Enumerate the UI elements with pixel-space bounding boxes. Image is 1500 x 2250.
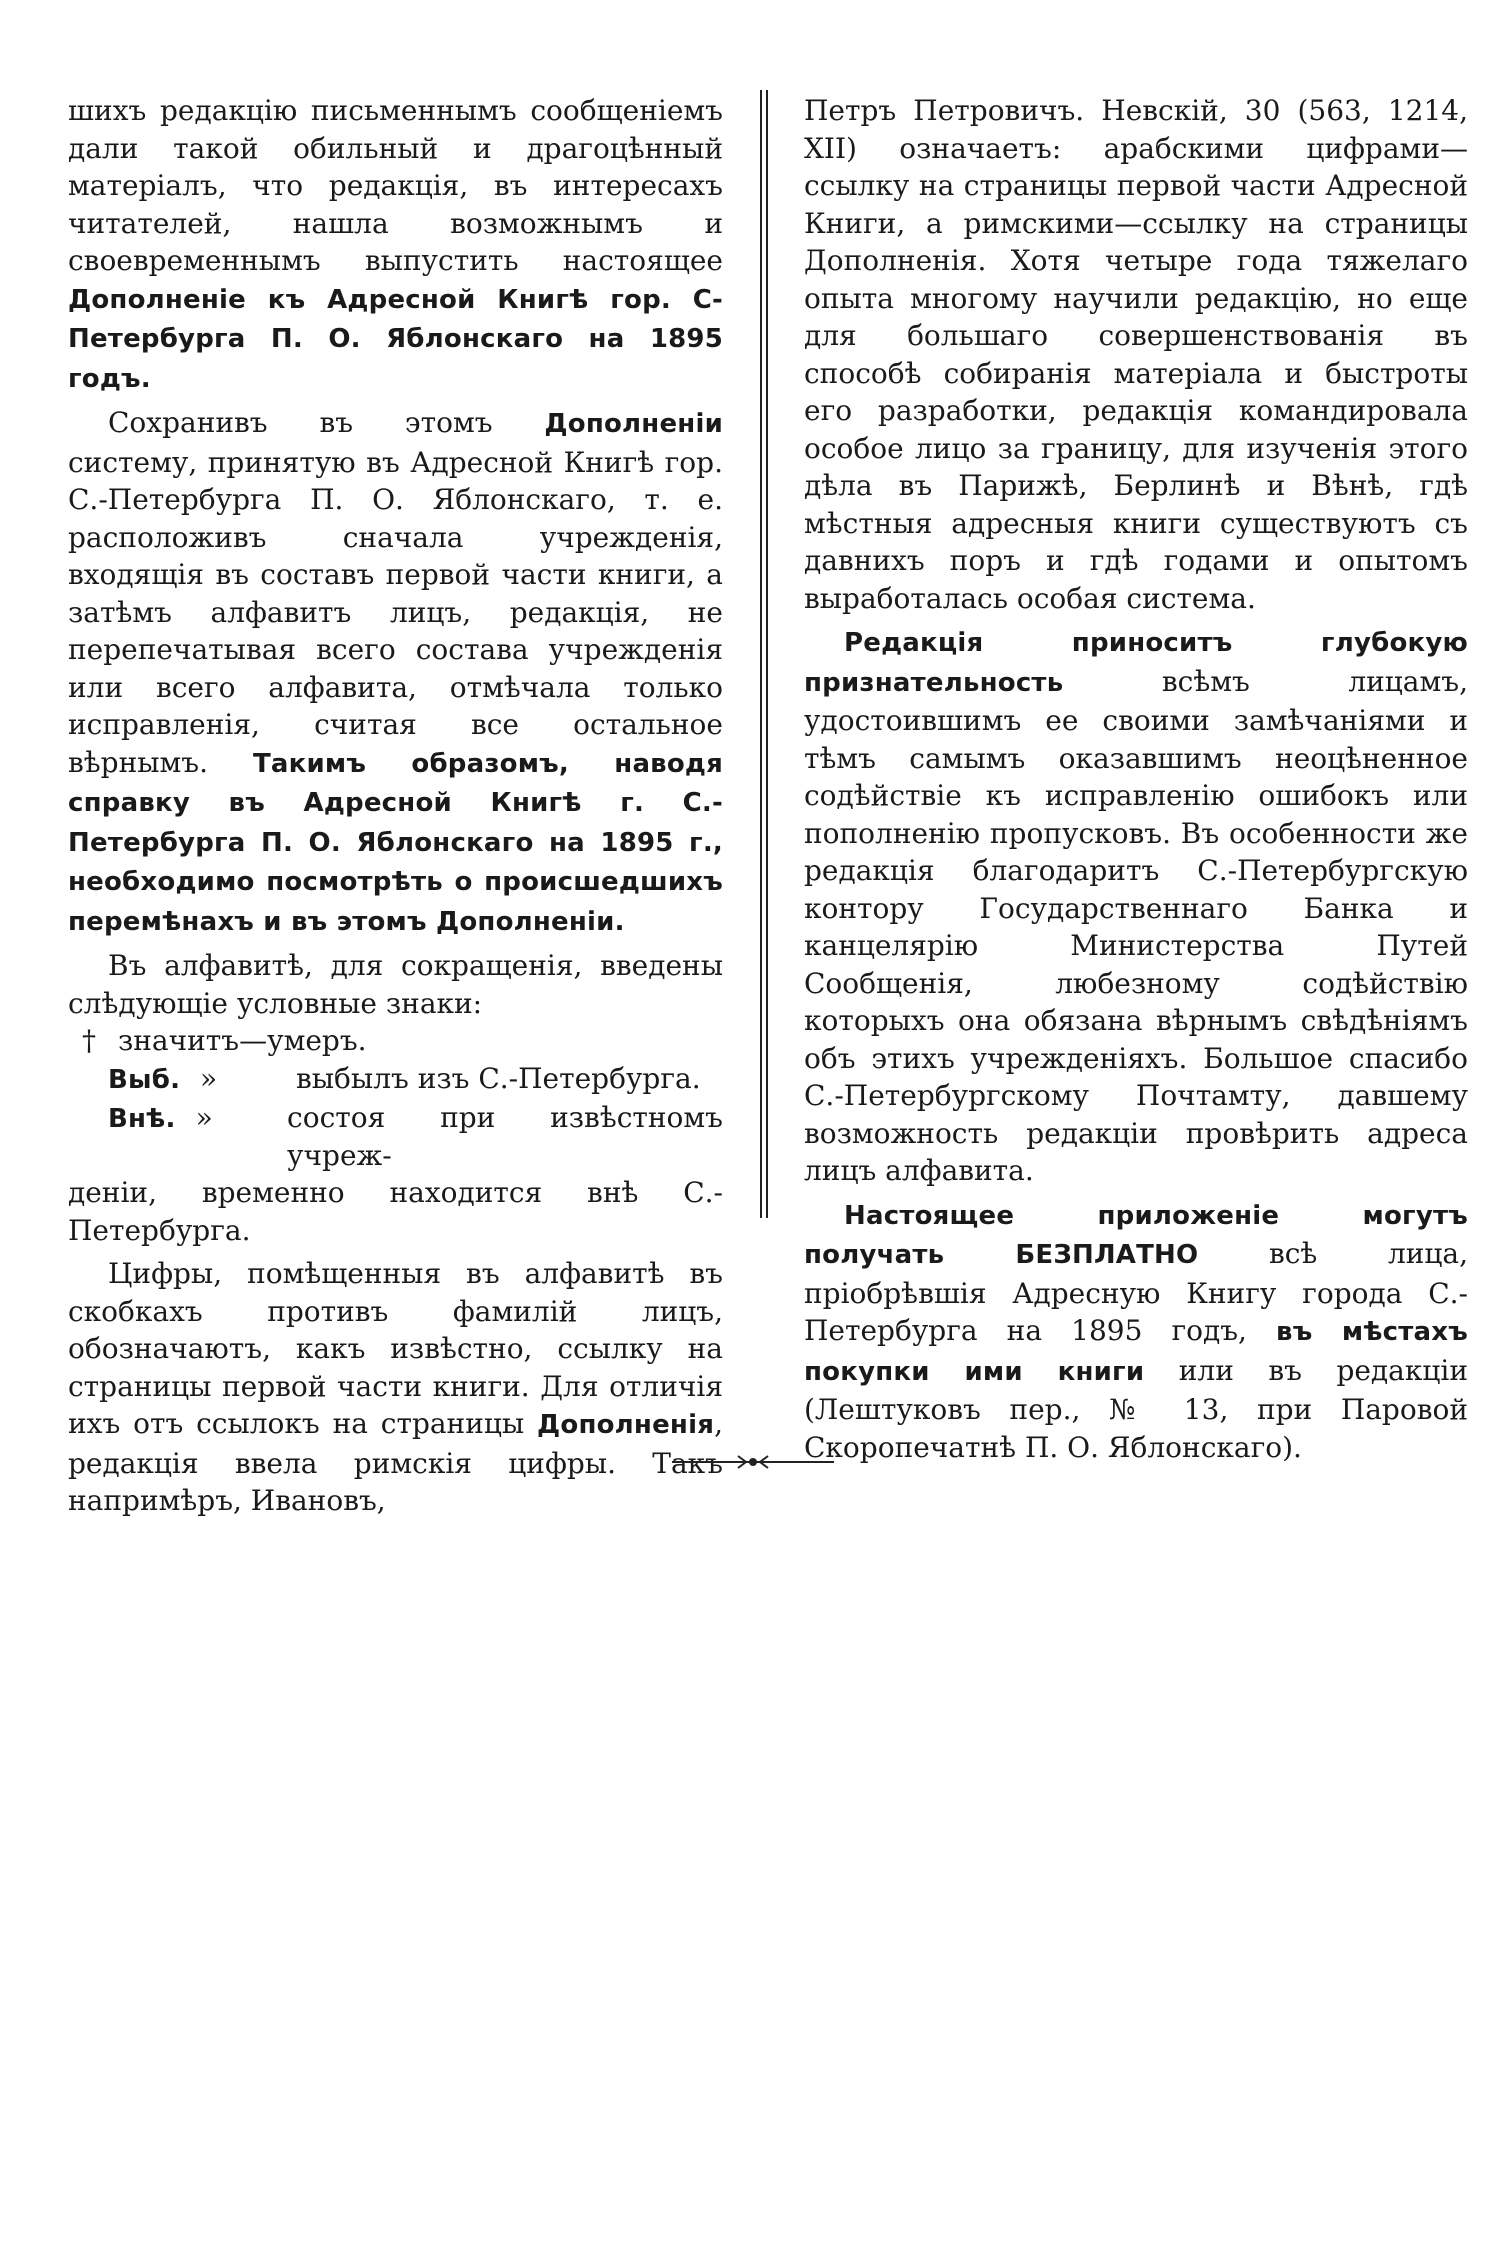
right-p2-bold: Редакція приноситъ глубокую признательность [804,628,1468,698]
dagger-symbol: † [82,1024,96,1057]
column-divider [760,90,768,1218]
left-p2-bold-a: Дополненіи [544,409,723,439]
left-p4-bold: Дополненія [537,1410,715,1440]
vyb-meaning: выбылъ изъ С.-Петербурга. [296,1061,701,1095]
left-paragraph-1 [68,92,723,398]
right-p3-bold-a: Настоящее приложеніе могутъ получать БЕЗПЛАТНО [804,1200,1468,1270]
left-p2-bold-b: Такимъ образомъ, наводя справку въ Адресной Книгѣ г. С.-Петербурга П. О. Яблонскаго на 1895 г., необходимо посмотрѣть о происшедшихъ перемѣнахъ и въ этомъ Дополненіи. [68,748,723,937]
left-p2-text-b: систему, принятую въ Адресной Книгѣ гор. С.-Петербурга П. О. Яблонскаго, т. е. расположивъ сначала учрежденія, входящія въ составъ первой части книги, а затѣмъ алфавитъ лицъ, редакція, не перепечатывая всего состава учрежденія или всего алфавита, отмѣчала только исправленія, считая все остальное вѣрнымъ. [68,445,723,779]
left-paragraph-3: Въ алфавитѣ, для сокращенія, введены слѣдующіе условные знаки: [68,949,723,1020]
right-paragraph-2 [804,623,1468,1190]
vne-ditto-mark: » [195,1101,213,1134]
right-p3-bold-b: въ мѣстахъ покупки ими книги [804,1317,1468,1387]
right-column [804,92,1468,1466]
right-p3-text-a: всѣ лица, пріобрѣвшія Адресную Книгу города С.-Петербурга на 1895 годъ, [804,1237,1469,1347]
right-paragraph-3 [804,1196,1468,1467]
left-p4-text-a: Цифры, помѣщенныя въ алфавитѣ въ скобкахъ противъ фамилій лицъ, обозначаютъ, какъ извѣстно, ссылку на страницы первой части книги. Для отличія ихъ отъ ссылокъ на страницы [68,1257,723,1440]
left-paragraph-4 [68,1255,723,1520]
ornament-icon [668,1450,838,1474]
left-p2-text-a: Сохранивъ въ этомъ [108,406,545,439]
left-paragraph-2 [68,404,723,941]
right-p3-text-b: или въ редакціи (Лештуковъ пер., № 13, при Паровой Скоропечатнѣ П. О. Яблонскаго). [804,1353,1468,1464]
symbol-row-dagger [82,1022,723,1060]
left-p1-bold: Дополненіе къ Адресной Книгѣ гор. С-Петербурга П. О. Яблонскаго на 1895 годъ. [68,284,723,394]
end-ornament [668,1450,838,1474]
vne-abbr: Внѣ. [108,1104,176,1134]
vne-meaning-continuation: деніи, временно находится внѣ С.-Петербурга. [68,1176,723,1247]
dagger-meaning: значитъ—умеръ. [118,1024,367,1057]
vne-meaning: состоя при извѣстномъ учреж- [287,1101,723,1172]
vyb-ditto-mark: » [200,1061,218,1095]
left-column [68,92,723,1520]
symbol-row-vyb [108,1060,723,1100]
left-p1-text: шихъ редакцію письменнымъ сообщеніемъ дали такой обильный и драгоцѣнный матеріалъ, что редакція, въ интересахъ читателей, нашла возможнымъ и своевременнымъ выпустить настоящее [68,94,723,277]
right-paragraph-1: Петръ Петровичъ. Невскій, 30 (563, 1214, XII) означаетъ: арабскими цифрами—ссылку на страницы первой части Адресной Книги, а римскими—ссылку на страницы Дополненія. Хотя четыре года тяжелаго опыта многому научили редакцію, но еще для большаго совершенствованія въ способѣ собиранія матеріала и быстроты его разработки, редакція командировала особое лицо за границу, для изученія этого дѣла въ Парижѣ, Берлинѣ и Вѣнѣ, гдѣ мѣстныя адресныя книги существуютъ съ давнихъ поръ и гдѣ годами и опытомъ выработалась особая система. [804,94,1468,615]
symbol-row-vne [108,1099,723,1174]
right-p2-text: всѣмъ лицамъ, удостоившимъ ее своими замѣчаніями и тѣмъ самымъ оказавшимъ неоцѣненное содѣйствіе къ исправленію ошибокъ или пополненію пропусковъ. Въ особенности же редакція благодаритъ С.-Петербургскую контору Государственнаго Банка и канцелярію Министерства Путей Сообщенія, любезному содѣйствію которыхъ она обязана вѣрнымъ свѣдѣніямъ объ этихъ учрежденіяхъ. Большое спасибо С.-Петербургскому Почтамту, давшему возможность редакціи провѣрить адреса лицъ алфавита. [804,664,1468,1187]
vyb-abbr: Выб. [108,1064,181,1095]
left-p4-text-b: , редакція ввела римскія цифры. Такъ напримѣръ, Ивановъ, [68,1407,723,1517]
